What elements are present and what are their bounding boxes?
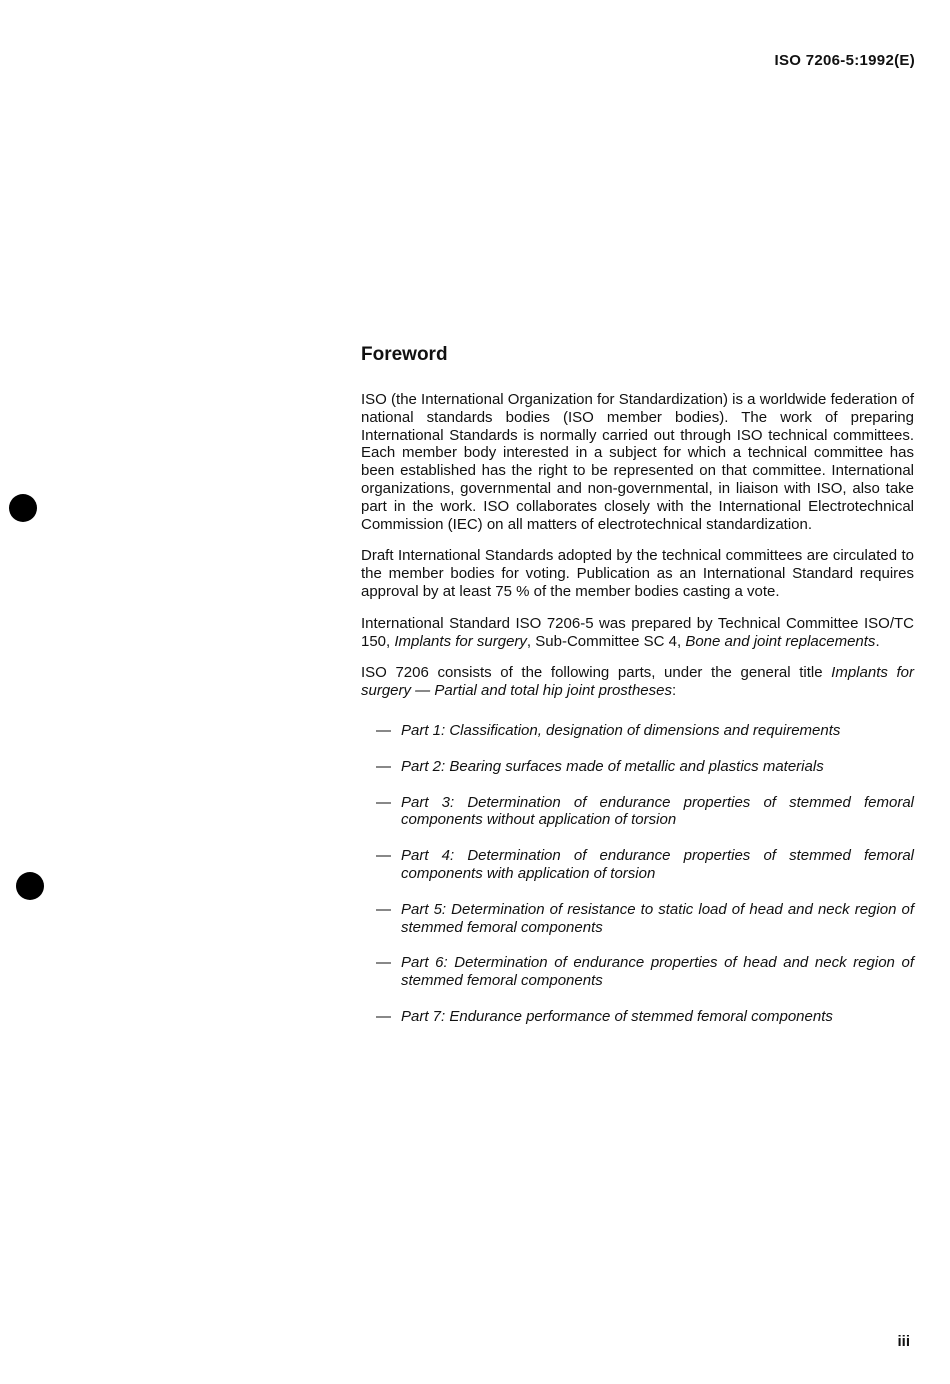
dash-marker: — <box>376 900 391 918</box>
subcommittee-title: Bone and joint replacements <box>685 632 876 650</box>
part-text: Part 5: Determination of resistance to static load of head and neck region of stemmed femoral components <box>401 900 914 936</box>
page-number: iii <box>897 1333 910 1350</box>
dash-marker: — <box>376 954 391 972</box>
part-text: Part 1: Classification, designation of dimensions and requirements <box>401 721 841 739</box>
foreword-paragraph-2: Draft International Standards adopted by the technical committees are circulated to the member bodies for voting. Publication as an International Standard requires approval by at least 75 % of the member bodies casting a vote. <box>361 547 914 600</box>
general-title: Implants for surgery — Partial and total hip joint prostheses <box>361 664 914 700</box>
paragraph-3-intro: International Standard ISO 7206-5 was prepared by Technical Committee ISO/TC 150, <box>361 614 914 650</box>
dash-marker: — <box>376 847 391 865</box>
foreword-paragraph-4 <box>361 664 914 700</box>
paragraph-4-end: : <box>672 682 677 700</box>
list-item <box>361 722 914 740</box>
paragraph-3-end: . <box>875 632 880 650</box>
part-text: Part 3: Determination of endurance properties of stemmed femoral components without application of torsion <box>401 793 914 829</box>
list-item <box>361 758 914 776</box>
dash-marker: — <box>376 793 391 811</box>
foreword-paragraph-1: ISO (the International Organization for Standardization) is a worldwide federation of national standards bodies (ISO member bodies). The work of preparing International Standards is normally carried out through ISO technical committees. Each member body interested in a subject for which a technical committee has been established has the right to be represented on that committee. International organizations, governmental and non-governmental, in liaison with ISO, also take part in the work. ISO collaborates closely with the International Electrotechnical Commission (IEC) on all matters of electrotechnical standardization. <box>361 391 914 533</box>
list-item <box>361 954 914 990</box>
part-text: Part 2: Bearing surfaces made of metallic and plastics materials <box>401 757 824 775</box>
parts-list <box>361 722 914 1026</box>
list-item <box>361 794 914 830</box>
paragraph-3-middle: , Sub-Committee SC 4, <box>526 632 686 650</box>
foreword-paragraph-3 <box>361 615 914 651</box>
list-item <box>361 847 914 883</box>
punch-hole-top <box>9 494 37 522</box>
part-text: Part 4: Determination of endurance properties of stemmed femoral components with application of torsion <box>401 847 914 882</box>
committee-title: Implants for surgery <box>394 632 527 650</box>
dash-marker: — <box>376 757 391 775</box>
paragraph-4-intro: ISO 7206 consists of the following parts, under the general title <box>361 664 832 682</box>
document-id: ISO 7206-5:1992(E) <box>774 52 915 69</box>
dash-marker: — <box>376 1007 391 1025</box>
foreword-section <box>361 343 914 1044</box>
list-item <box>361 1008 914 1026</box>
foreword-title: Foreword <box>361 344 448 365</box>
dash-marker: — <box>376 721 391 739</box>
part-text: Part 6: Determination of endurance properties of head and neck region of stemmed femoral components <box>401 954 914 990</box>
part-text: Part 7: Endurance performance of stemmed femoral components <box>401 1007 833 1025</box>
punch-hole-bottom <box>16 872 44 900</box>
list-item <box>361 901 914 937</box>
